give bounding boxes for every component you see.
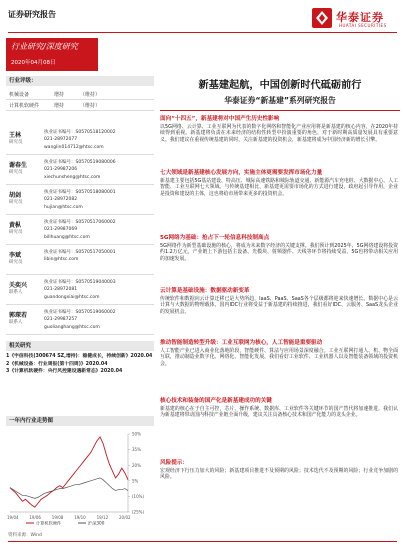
- analyst-contact-line[interactable]: guolianghang@htsc.com: [44, 324, 100, 330]
- y-tick-label: (25%): [132, 509, 145, 515]
- report-category-band: [6, 38, 98, 71]
- analyst-role: 联系人: [9, 290, 23, 295]
- section-body: 以5G网络、云计算、工业互联网为代表的数字化网络和智能化产业应用将是新基建的核心内容，在2020年持续得到重视。新基建将负责在未来经济的结构性转型中扮演重要的角色，对于新时期高质量发展具有重要意义。我们建议在重视传统基建的同时，关注新基建的投资机会，新基建将成为中国经济新的增长引擎。: [160, 124, 398, 143]
- doc-type-label: 证券研究报告: [8, 10, 56, 19]
- section-heading: 核心技术和装备的国产化是新基建成功的关键: [160, 398, 272, 404]
- y-tick-label: 35%: [132, 447, 141, 453]
- analyst-contact-line: 执业证书编号：S0570518120002: [44, 130, 116, 135]
- analyst-contact: [44, 189, 116, 211]
- section-body: 新基建主要包括5G基站建设、特高压、城际高速铁路和城际轨道交通、新能源汽车充电桩、大数据中心、人工智能、工业互联网七大领域。与传统基建相比，新基建更需要市场化的方式进行建设，政府起引导作用，企业是投资和建设的主体，这也将给市场带来更多的投资机会。: [160, 178, 398, 197]
- report-date: 2020年04月08日: [11, 60, 56, 66]
- analyst-name: 关奕兴: [9, 282, 28, 289]
- x-tick-label: 19/04: [7, 515, 19, 520]
- rating-value: 增持: [54, 103, 65, 109]
- analyst-contact: [44, 249, 116, 264]
- title-rule: [160, 110, 400, 111]
- rating-change: （维持）: [80, 103, 101, 109]
- section-heading: 5G网络为基础：抢占下一轮信息科技制高点: [160, 235, 270, 241]
- logo-text-en: HUATAI SECURITIES: [339, 23, 387, 28]
- legend-label: 沪深300: [88, 520, 105, 526]
- related-item[interactable]: 1《宇信科技(300674 SZ,增持)：稳健成长，持续创新》2020.04: [6, 354, 153, 359]
- analyst-contact: [44, 159, 116, 181]
- section: [160, 116, 398, 143]
- rating-divider: [6, 110, 154, 111]
- analyst-name: 李斌: [9, 252, 22, 259]
- section: [160, 460, 398, 481]
- analyst-name: 黄枞: [9, 222, 22, 229]
- analyst-contact-line: 执业证书编号：S0570517060002: [44, 220, 116, 225]
- section-body: 宏观经济下行压力加大的风险；新基建项目推进不及预期的风险；技术迭代不及预期的风险；行业竞争加剧的风险。: [160, 468, 398, 481]
- analyst-contact-line: 021-28972082: [44, 197, 78, 203]
- analyst-contact-line[interactable]: wanglin014712@htsc.com: [44, 144, 104, 150]
- analyst-contact: [44, 309, 116, 331]
- analyst-name: 郭琛若: [9, 312, 28, 319]
- analyst-contact-line: 021-29987257: [44, 317, 78, 323]
- page-header: [0, 0, 405, 42]
- series-line-0: [10, 437, 128, 507]
- analyst-contact: [44, 219, 116, 241]
- section: [160, 398, 398, 419]
- section-heading: 云计算是基础设施：数据驱动新变革: [160, 288, 250, 294]
- y-tick-label: (10%): [132, 494, 145, 499]
- analyst-contact-line: 021-28972081: [44, 287, 78, 293]
- analyst-divider: [6, 244, 154, 245]
- analyst-role: 研究员: [9, 170, 23, 175]
- report-category: 行业研究/深度研究: [11, 42, 78, 51]
- analyst-contact: [44, 279, 116, 301]
- y-tick-label: 50%: [132, 431, 141, 437]
- x-tick-label: 19/06: [29, 515, 41, 520]
- section-heading: 面向“十四五”，新基建将对中国产生历史性影响: [160, 116, 280, 122]
- analyst-role: 联系人: [9, 320, 23, 325]
- page-subtitle: 华泰证券“新基建”系列研究报告: [224, 96, 336, 105]
- section: [160, 235, 398, 262]
- analyst-contact-line[interactable]: guandongxiai@htsc.com: [44, 294, 100, 300]
- analyst-role: 研究员: [9, 200, 23, 205]
- analyst-contact-line: 执业证书编号：S0570519080006: [44, 160, 116, 165]
- related-item[interactable]: 2《机械设备：行业周报(第十四周)》2020.04: [6, 361, 108, 367]
- section: [160, 288, 398, 315]
- chart-label: 一年内行业走势图: [6, 416, 154, 426]
- section-body: 人工智能产业已进入商业化落地阶段，智能硬件、算法与应用场景深度融合。工业互联网打通人、机、物全面互联，推动制造业数字化、网络化、智能化发展，我们看好工业软件、工业机器人以及智能装备领域的投资机会。: [160, 348, 398, 367]
- analyst-name: 谢春生: [9, 162, 28, 169]
- rating-value: 增持: [54, 92, 65, 98]
- analyst-contact-line: 021-28972077: [44, 137, 78, 143]
- x-tick-label: 19/10: [74, 515, 86, 520]
- analyst-divider: [6, 274, 154, 275]
- analyst-role: 研究员: [9, 260, 23, 265]
- header-rule: [8, 32, 397, 33]
- section-heading: 推动智能制造转型升级：工业互联网为核心，人工智能是重要驱动: [160, 340, 323, 346]
- analyst-divider: [6, 154, 154, 155]
- analyst-divider: [6, 304, 154, 305]
- analyst-contact: [44, 129, 116, 151]
- x-tick-label: 19/12: [96, 515, 109, 520]
- section: [160, 340, 398, 367]
- brand-logo: [312, 8, 400, 30]
- series-line-1: [10, 478, 128, 498]
- section-body: 新基建的核心在于自主可控，芯片、操作系统、数据库、工业软件等关键环节的国产替代将加速推进。我们认为新基建将带动国内科技产业链全面升级，建议关注具备核心技术和国产化能力的龙头企业。: [160, 406, 398, 419]
- analyst-contact-line: libin@htsc.com: [44, 257, 79, 263]
- rating-row: [6, 89, 154, 99]
- rating-industry: 机械设备: [9, 92, 30, 98]
- related-item[interactable]: 3《计算机软硬件：央行风控建设遇新常态》2020.04: [6, 369, 123, 375]
- chart-source: 资料来源：Wind: [8, 533, 42, 538]
- huatai-logo-icon: [312, 8, 332, 28]
- industry-trend-chart: [6, 428, 154, 530]
- analyst-name: 王林: [9, 132, 22, 139]
- logo-text-cn: 华泰证券: [336, 11, 384, 24]
- analyst-contact-line: 执业证书编号：S0570518080001: [44, 190, 116, 195]
- analyst-divider: [6, 334, 154, 335]
- section-body: 传统软件和数据向云计算迁移已是大势所趋，IaaS、PaaS、SaaS各个层级都将迎来快速增长。数据中心是云计算与大数据的物理载体，国内IDC行业将受益于新基建的持续推进，我们看好IDC、云服务、SaaS龙头企业的发展机会。: [160, 296, 398, 315]
- analyst-contact-line[interactable]: xiechunsheng@htsc.com: [44, 174, 101, 180]
- analyst-contact-line: 执业证书编号：S0570517050001: [44, 250, 116, 255]
- analyst-name: 胡剑: [9, 192, 22, 199]
- rating-change: （维持）: [80, 92, 101, 98]
- analyst-contact-line: 执业证书编号：S0570519040003: [44, 280, 116, 285]
- analyst-divider: [6, 214, 154, 215]
- y-tick-label: 5%: [132, 478, 139, 484]
- section-heading: 风险提示：: [160, 460, 188, 466]
- rating-label: 行业评级：: [6, 76, 154, 86]
- legend-label: 计算机软硬件: [36, 520, 62, 526]
- section: [160, 170, 398, 197]
- related-label: 相关研究: [6, 341, 154, 351]
- analyst-role: 研究员: [9, 230, 23, 235]
- analyst-contact-line: 021-29987206: [44, 167, 78, 173]
- rating-industry: 计算机软硬件: [9, 103, 40, 109]
- page-title: 新基建起航，中国创新时代砥砺前行: [198, 80, 362, 91]
- analyst-contact-line: 021-29987069: [44, 227, 78, 233]
- rating-row: [6, 100, 154, 110]
- section-heading: 七大领域是新基建核心发展方向，实施主体更需要发挥市场化力量: [160, 170, 323, 176]
- analyst-contact-line[interactable]: hujian@htsc.com: [44, 204, 83, 210]
- analyst-contact-line: 执业证书编号：S0570519060002: [44, 310, 116, 315]
- analyst-role: 研究员: [9, 140, 23, 145]
- analyst-divider: [6, 184, 154, 185]
- x-tick-label: 19/08: [51, 515, 64, 520]
- related-research-list: [6, 354, 154, 377]
- footer-rule: [8, 541, 397, 542]
- x-tick-label: 20/02: [119, 515, 131, 520]
- section-body: 5G网络作为新型基础设施的核心，将成为未来数字经济的关键支撑。我们预计到2025年，5G网络建设将投资约1.2万亿元，产业链上下游包括主设备、光模块、射频器件、天线等环节将持续受益，5G也将带动相关应用的加速发展。: [160, 243, 398, 262]
- analyst-contact-line[interactable]: billhuang@htsc.com: [44, 234, 90, 240]
- y-tick-label: 20%: [132, 462, 141, 468]
